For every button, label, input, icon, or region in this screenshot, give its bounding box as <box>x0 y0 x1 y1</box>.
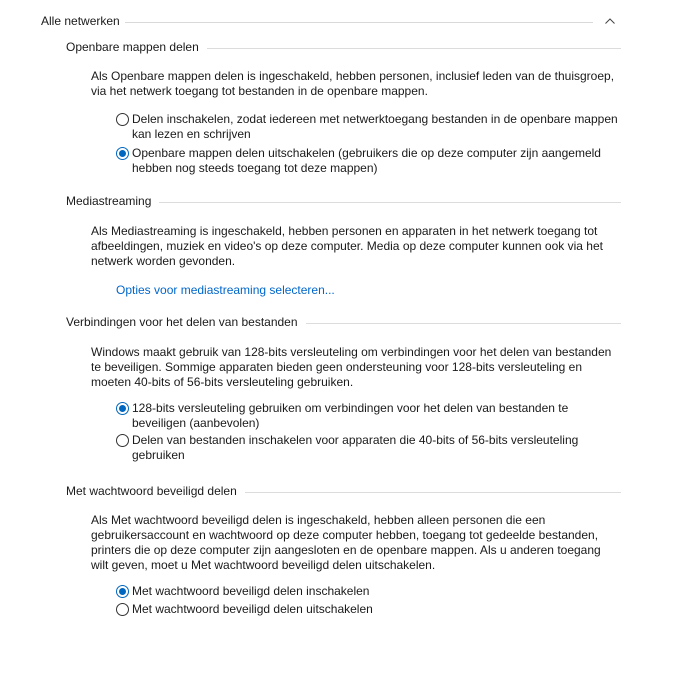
section-file-sharing-header <box>66 315 621 331</box>
radio-button[interactable] <box>116 603 129 616</box>
radio-label[interactable]: Met wachtwoord beveiligd delen inschakelen <box>132 584 370 598</box>
media-streaming-description: Als Mediastreaming is ingeschakeld, hebben personen en apparaten in het netwerk toegang tot afbeeldingen, muziek en video's op deze computer. Media op deze computer kunnen ook via het netwerk worden gevonden. <box>91 224 603 268</box>
collapse-button[interactable] <box>599 13 621 31</box>
radio-label[interactable]: Delen inschakelen, zodat iedereen met netwerktoegang bestanden in de openbare mappen kan lezen en schrijven <box>132 112 618 141</box>
radio-button-selected[interactable] <box>116 402 129 415</box>
section-header-title: Alle netwerken <box>41 14 120 28</box>
chevron-up-icon <box>605 18 615 24</box>
radio-label[interactable]: Delen van bestanden inschakelen voor apparaten die 40-bits of 56-bits versleuteling gebruiken <box>132 433 579 462</box>
radio-button-selected[interactable] <box>116 585 129 598</box>
section-title: Met wachtwoord beveiligd delen <box>66 484 245 498</box>
radio-button-selected[interactable] <box>116 147 129 160</box>
radio-button[interactable] <box>116 113 129 126</box>
password-sharing-description: Als Met wachtwoord beveiligd delen is ingeschakeld, hebben alleen personen die een gebruikersaccount en wachtwoord op deze computer hebben, toegang tot gedeelde bestanden, printers die op deze computer zijn aangesloten en de openbare mappen. Als u anderen toegang wilt geven, moet u Met wachtwoord beveiligd delen uitschakelen. <box>91 513 601 572</box>
section-public-folders-header <box>66 40 621 56</box>
radio-label[interactable]: Met wachtwoord beveiligd delen uitschakelen <box>132 602 373 616</box>
section-title: Mediastreaming <box>66 194 159 208</box>
file-sharing-description: Windows maakt gebruik van 128-bits versleuteling om verbindingen voor het delen van bestanden te beveiligen. Sommige apparaten bieden geen ondersteuning voor 128-bits versleuteling en moeten 40-bits of 56-bits versleuteling gebruiken. <box>91 345 612 389</box>
section-title: Openbare mappen delen <box>66 40 207 54</box>
section-media-streaming-header <box>66 194 621 210</box>
media-streaming-options-link[interactable]: Opties voor mediastreaming selecteren... <box>116 283 335 297</box>
section-password-sharing-header <box>66 484 621 500</box>
radio-button[interactable] <box>116 434 129 447</box>
section-title: Verbindingen voor het delen van bestanden <box>66 315 306 329</box>
header-divider <box>125 22 593 23</box>
radio-label[interactable]: 128-bits versleuteling gebruiken om verbindingen voor het delen van bestanden te beveiligen (aanbevolen) <box>132 401 569 430</box>
section-header-all-networks <box>41 13 621 31</box>
public-folders-description: Als Openbare mappen delen is ingeschakeld, hebben personen, inclusief leden van de thuisgroep, via het netwerk toegang tot bestanden in de openbare mappen. <box>91 69 615 98</box>
radio-label[interactable]: Openbare mappen delen uitschakelen (gebruikers die op deze computer zijn aangemeld hebben nog steeds toegang tot deze mappen) <box>132 146 601 175</box>
